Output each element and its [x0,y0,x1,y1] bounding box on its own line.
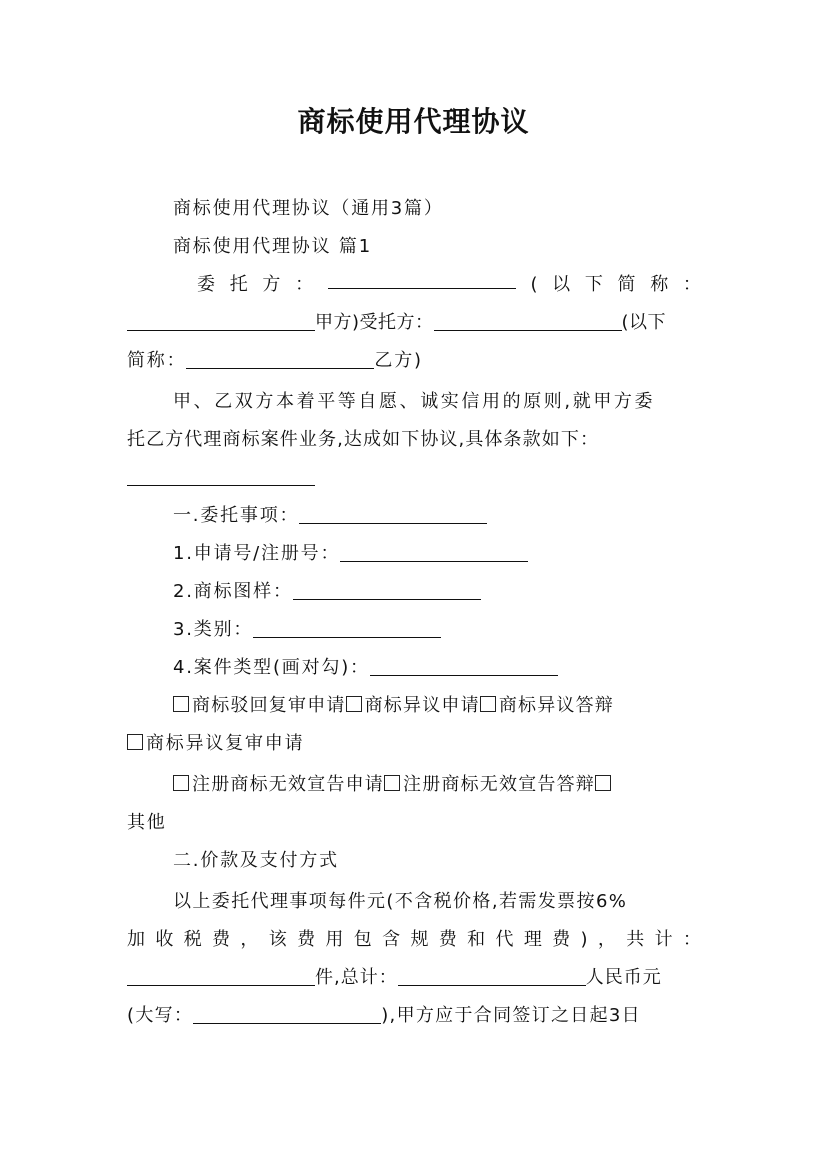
option-label: 注册商标无效宣告申请 [192,774,384,795]
price-char: 用 [325,929,344,950]
price-char: ， [240,929,259,950]
price-char: 代 [495,929,514,950]
trademark-design-label: 2.商标图样： [173,581,293,602]
total-label: 件,总计： [315,967,398,988]
price-para-line-2 [127,921,701,959]
option-label: 商标异议复审申请 [146,733,305,754]
price-char: 费 [297,929,316,950]
price-para-line-4 [127,997,701,1035]
abbr-char: 简 [617,274,636,295]
checkbox-icon[interactable] [173,696,189,712]
entrusted-matter-blank[interactable] [299,501,487,524]
principal-char: 委 [197,274,215,295]
option-label: 商标异议申请 [364,695,480,716]
terms-blank[interactable] [127,463,315,486]
trademark-design-blank[interactable] [293,577,481,600]
price-para-line-1: 以上委托代理事项每件元(不含税价格,若需发票按6% [173,891,628,912]
document-title: 商标使用代理协议 [297,105,530,138]
option-label: 注册商标无效宣告答辩 [403,774,595,795]
application-number-blank[interactable] [340,539,528,562]
item-4-line [127,649,701,687]
principal-char: 方 [262,274,281,295]
quantity-blank[interactable] [127,963,315,986]
price-char: 共 [626,929,645,950]
case-type-blank[interactable] [370,653,558,676]
intro-line: 商标使用代理协议（通用3篇） [173,198,444,219]
item-2-line [127,573,701,611]
abbr-char: ( [530,274,538,295]
payment-terms-text: ),甲方应于合同签订之日起3日 [381,1005,641,1026]
case-type-label: 4.案件类型(画对勾)： [173,657,370,678]
price-char: 税 [183,929,202,950]
party-b-label: 乙方) [374,350,423,371]
section-heading: 商标使用代理协议 篇1 [173,236,372,257]
price-char: 理 [523,929,542,950]
agreement-para-line-1: 甲、乙双方本着平等自愿、诚实信用的原则,就甲方委 [173,391,656,412]
checkbox-icon[interactable] [384,775,400,791]
price-char: ： [682,929,701,950]
principal-char: 托 [229,274,248,295]
price-char: ， [597,929,616,950]
price-char: 计 [654,929,673,950]
options-line-1 [127,687,701,725]
price-char: 加 [127,929,145,950]
options-line-4: 其他 [127,812,167,833]
party-a-blank[interactable] [127,308,315,331]
application-number-label: 1.申请号/注册号： [173,543,341,564]
party-b-blank[interactable] [186,346,374,369]
section-1-line [127,497,701,535]
blank-line [127,459,701,497]
abbr-char: 下 [584,274,603,295]
price-para-line-3 [127,959,701,997]
checkbox-icon[interactable] [127,734,143,750]
agent-label: 甲方)受托方： [315,312,434,333]
checkbox-icon[interactable] [173,775,189,791]
agent-line [127,304,701,342]
agreement-para-line-2: 托乙方代理商标案件业务,达成如下协议,具体条款如下： [127,429,600,450]
uppercase-amount-blank[interactable] [193,1001,381,1024]
option-label: 商标驳回复审申请 [192,695,346,716]
options-line-3 [127,766,701,804]
total-blank[interactable] [398,963,586,986]
price-char: 包 [353,929,372,950]
currency-label: 人民币元 [585,967,662,988]
abbr-char: ： [682,274,701,295]
price-char: 费 [212,929,231,950]
price-char: 和 [467,929,486,950]
abbr-prefix: 简称： [127,350,187,371]
checkbox-icon[interactable] [480,696,496,712]
checkbox-icon[interactable] [595,775,611,791]
principal-char: ： [295,274,314,295]
agent-blank[interactable] [434,308,622,331]
price-char: 费 [552,929,571,950]
option-label: 商标异议答辩 [498,695,615,716]
price-char: ) [580,929,588,950]
price-char: 含 [382,929,401,950]
item-1-line [127,535,701,573]
section-2-title: 二.价款及支付方式 [173,850,339,871]
section-1-title: 一.委托事项： [173,505,300,526]
abbr-char: 称 [650,274,669,295]
principal-line [127,266,701,304]
options-line-2 [127,725,701,763]
price-char: 规 [410,929,429,950]
abbr-label: (以下 [621,312,667,333]
checkbox-icon[interactable] [346,696,362,712]
abbr-line [127,342,701,380]
item-3-line [127,611,701,649]
document-body [127,190,701,1035]
principal-blank[interactable] [328,266,516,289]
price-char: 该 [268,929,287,950]
price-char: 费 [438,929,457,950]
uppercase-label: (大写： [127,1005,194,1026]
category-blank[interactable] [253,615,441,638]
category-label: 3.类别： [173,619,254,640]
price-char: 收 [155,929,174,950]
abbr-char: 以 [552,274,571,295]
